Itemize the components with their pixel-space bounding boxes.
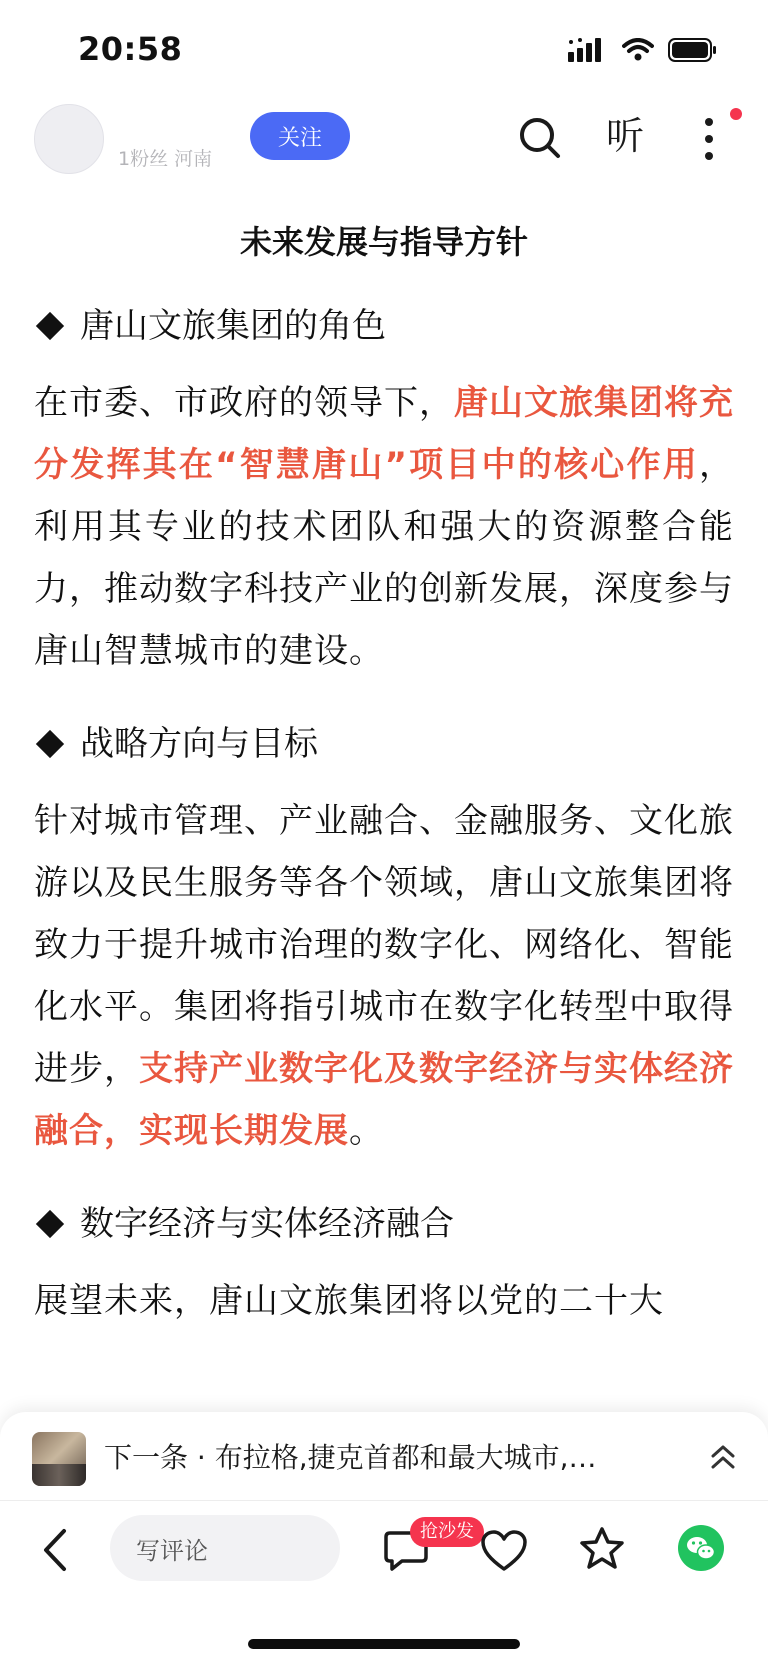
status-time: 20:58 bbox=[78, 30, 183, 68]
comment-placeholder: 写评论 bbox=[136, 1536, 208, 1565]
section-heading bbox=[34, 302, 734, 350]
chevron-up-double-icon[interactable] bbox=[708, 1438, 738, 1478]
next-article-bar[interactable] bbox=[0, 1412, 768, 1500]
wechat-share-icon[interactable] bbox=[678, 1525, 724, 1571]
author-avatar[interactable] bbox=[34, 104, 104, 174]
paragraph-text: 展望未来，唐山文旅集团将以党的二十大 bbox=[34, 1281, 664, 1321]
section-heading-text: 数字经济与实体经济融合 bbox=[80, 1204, 454, 1244]
heart-icon[interactable] bbox=[480, 1529, 528, 1573]
status-bar bbox=[0, 0, 768, 96]
battery-icon bbox=[668, 38, 718, 62]
author-header bbox=[0, 96, 768, 180]
star-icon[interactable] bbox=[578, 1525, 626, 1573]
follow-button[interactable]: 关注 bbox=[250, 112, 350, 160]
listen-button[interactable]: 听 bbox=[606, 114, 645, 158]
next-article-title: 下一条 · 布拉格,捷克首都和最大城市,… bbox=[104, 1441, 597, 1474]
cellular-signal-icon bbox=[568, 38, 608, 62]
diamond-bullet-icon bbox=[36, 312, 64, 340]
diamond-bullet-icon bbox=[36, 730, 64, 758]
home-indicator bbox=[248, 1639, 520, 1649]
paragraph-text: 在市委、市政府的领导下， bbox=[34, 383, 454, 423]
paragraph bbox=[34, 372, 734, 682]
section-heading-text: 战略方向与目标 bbox=[80, 724, 318, 764]
status-icons bbox=[568, 38, 718, 62]
highlighted-text: 支持产业数字化及数字经济与实体经济融合，实现长期发展 bbox=[34, 1049, 734, 1151]
diamond-bullet-icon bbox=[36, 1210, 64, 1238]
paragraph-text: ，利用其专业的技术团队和强大的资源整合能力，推动数字科技产业的创新发展，深度参与唐山智慧城市的建设。 bbox=[34, 445, 734, 671]
comment-input[interactable] bbox=[110, 1515, 340, 1581]
highlighted-text: 唐山文旅集团将充分发挥其在“智慧唐山”项目中的核心作用 bbox=[34, 383, 734, 485]
paragraph bbox=[34, 1270, 734, 1332]
article-title: 未来发展与指导方针 bbox=[239, 223, 528, 261]
paragraph-text: 。 bbox=[349, 1111, 384, 1151]
paragraph bbox=[34, 790, 734, 1162]
wifi-icon bbox=[622, 38, 654, 62]
section-heading-text: 唐山文旅集团的角色 bbox=[80, 306, 386, 346]
sofa-badge: 抢沙发 bbox=[410, 1517, 484, 1547]
article-body bbox=[34, 180, 734, 1332]
wechat-logo-icon bbox=[678, 1525, 724, 1571]
notification-dot bbox=[730, 108, 742, 120]
back-arrow-icon[interactable] bbox=[38, 1525, 72, 1575]
section-heading bbox=[34, 1200, 734, 1248]
section-heading bbox=[34, 720, 734, 768]
author-meta: 1粉丝 河南 bbox=[118, 148, 213, 170]
next-article-thumbnail bbox=[32, 1432, 86, 1486]
more-vertical-icon[interactable] bbox=[694, 114, 724, 164]
search-icon[interactable] bbox=[516, 114, 564, 162]
bottom-toolbar bbox=[0, 1501, 768, 1663]
paragraph-text: 针对城市管理、产业融合、金融服务、文化旅游以及民生服务等各个领域，唐山文旅集团将致力于提升城市治理的数字化、网络化、智能化水平。集团将指引城市在数字化转型中取得进步， bbox=[34, 801, 734, 1089]
